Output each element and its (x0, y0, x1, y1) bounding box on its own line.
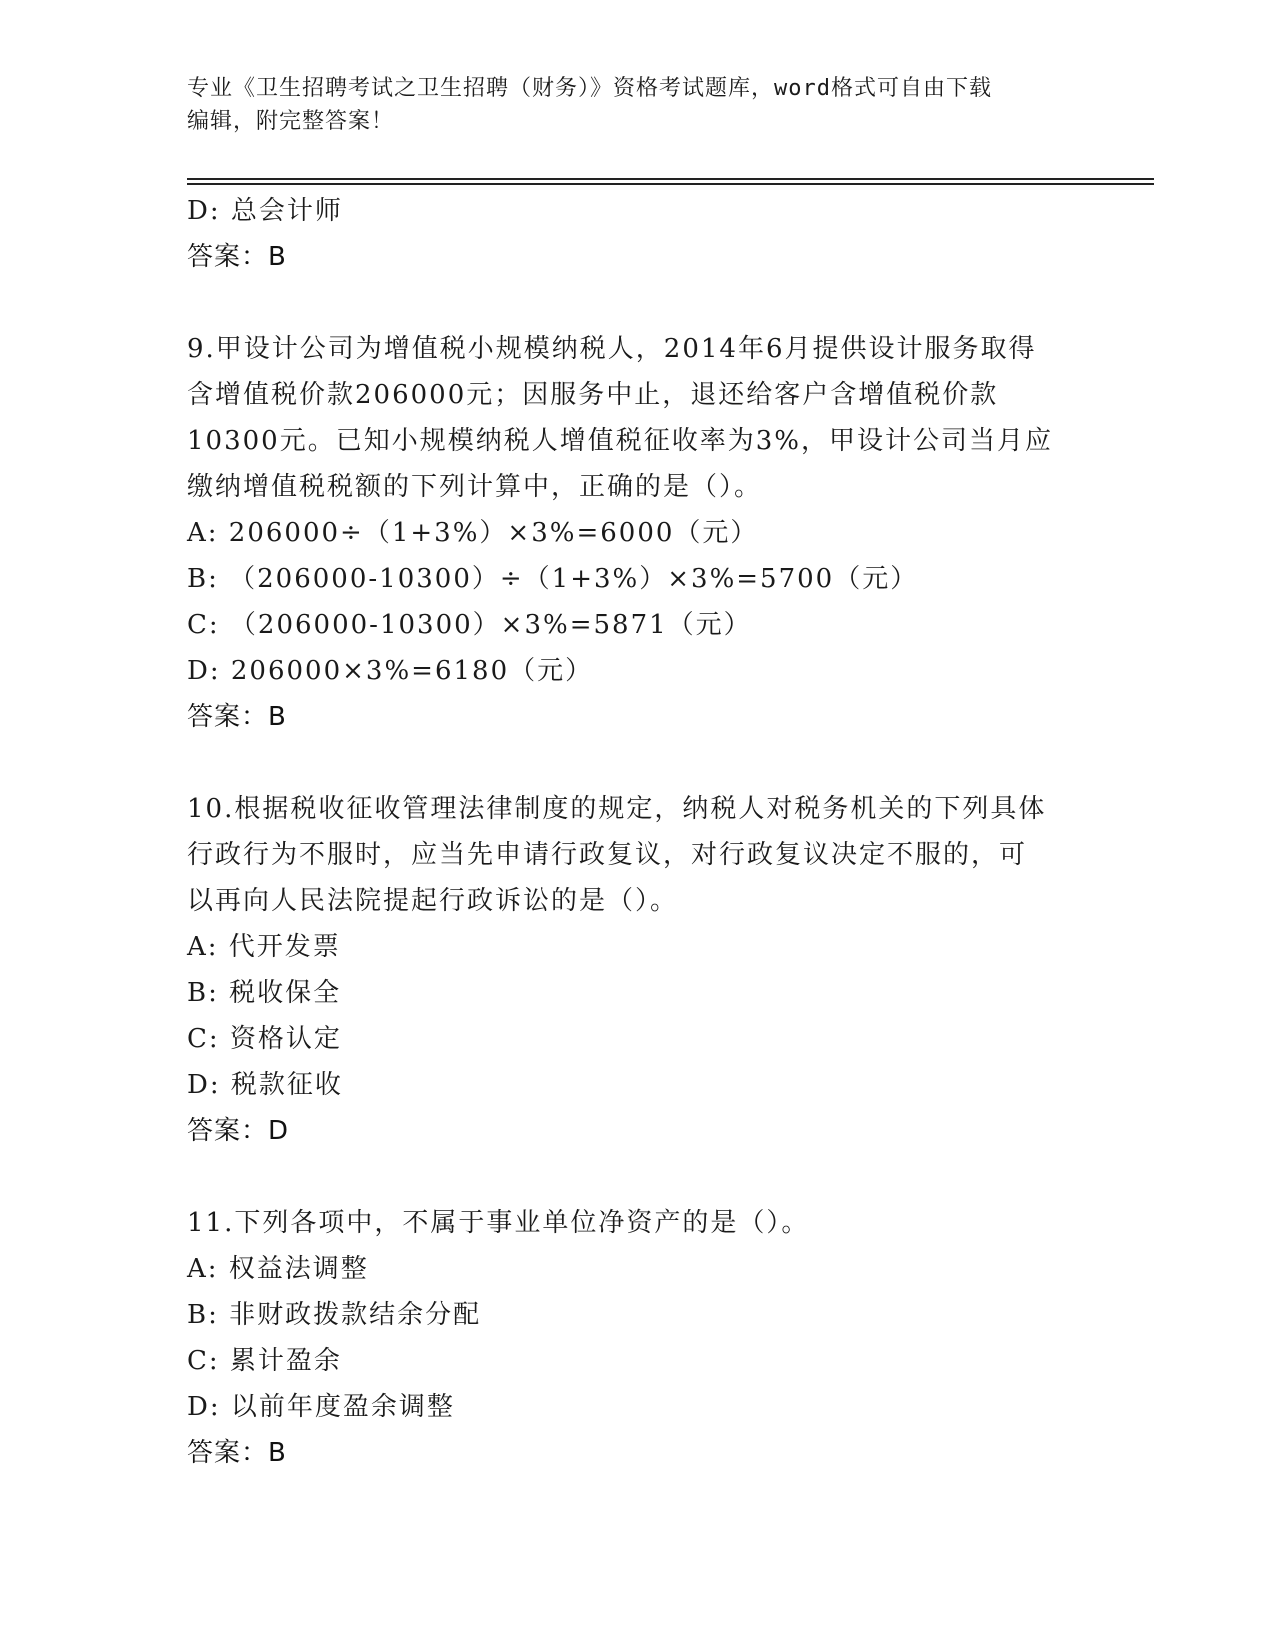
header-line-2: 编辑，附完整答案！ (187, 109, 395, 134)
question-stem-line: 9.甲设计公司为增值税小规模纳税人，2014年6月提供设计服务取得 (187, 334, 1037, 364)
option-a: A: 代开发票 (187, 932, 341, 962)
option-d: D: 以前年度盈余调整 (187, 1392, 455, 1422)
option-b: B: 非财政拨款结余分配 (187, 1300, 482, 1330)
question-stem-line: 10300元。已知小规模纳税人增值税征收率为3%，甲设计公司当月应 (187, 426, 1053, 456)
option-c: C: 资格认定 (187, 1024, 342, 1054)
question-11 (187, 1200, 1087, 1476)
option-d: D: 税款征收 (187, 1070, 343, 1100)
answer-line: 答案：B (187, 242, 287, 272)
prev-question-tail (187, 188, 1087, 280)
question-stem-line: 以再向人民法院提起行政诉讼的是（）。 (187, 886, 679, 916)
answer-line: 答案：B (187, 1438, 287, 1468)
question-10 (187, 786, 1087, 1154)
spacer (187, 1154, 1087, 1200)
question-stem-line: 11.下列各项中，不属于事业单位净资产的是（）。 (187, 1208, 810, 1238)
answer-line: 答案：D (187, 1116, 290, 1146)
question-stem-line: 10.根据税收征收管理法律制度的规定，纳税人对税务机关的下列具体 (187, 794, 1047, 824)
header-line-1: 专业《卫生招聘考试之卫生招聘（财务）》资格考试题库，word格式可自由下载 (187, 76, 992, 101)
question-stem-line: 行政行为不服时，应当先申请行政复议，对行政复议决定不服的，可 (187, 840, 1028, 870)
option-d: D: 总会计师 (187, 196, 343, 226)
answer-line: 答案：B (187, 702, 287, 732)
option-b: B: 税收保全 (187, 978, 342, 1008)
question-stem-line: 含增值税价款206000元；因服务中止，退还给客户含增值税价款 (187, 380, 999, 410)
option-c: C: 累计盈余 (187, 1346, 342, 1376)
spacer (187, 280, 1087, 326)
question-9 (187, 326, 1087, 740)
option-a: A: 权益法调整 (187, 1254, 369, 1284)
option-a: A: 206000÷（1+3%）×3%=6000（元） (187, 518, 759, 548)
header-divider-bottom (187, 183, 1154, 185)
question-stem-line: 缴纳增值税税额的下列计算中，正确的是（）。 (187, 472, 763, 502)
option-b: B: （206000-10300）÷（1+3%）×3%=5700（元） (187, 564, 919, 594)
option-c: C: （206000-10300）×3%=5871（元） (187, 610, 752, 640)
document-body (187, 188, 1087, 1476)
option-d: D: 206000×3%=6180（元） (187, 656, 594, 686)
header-divider-top (187, 178, 1154, 180)
document-header (187, 72, 1087, 138)
spacer (187, 740, 1087, 786)
